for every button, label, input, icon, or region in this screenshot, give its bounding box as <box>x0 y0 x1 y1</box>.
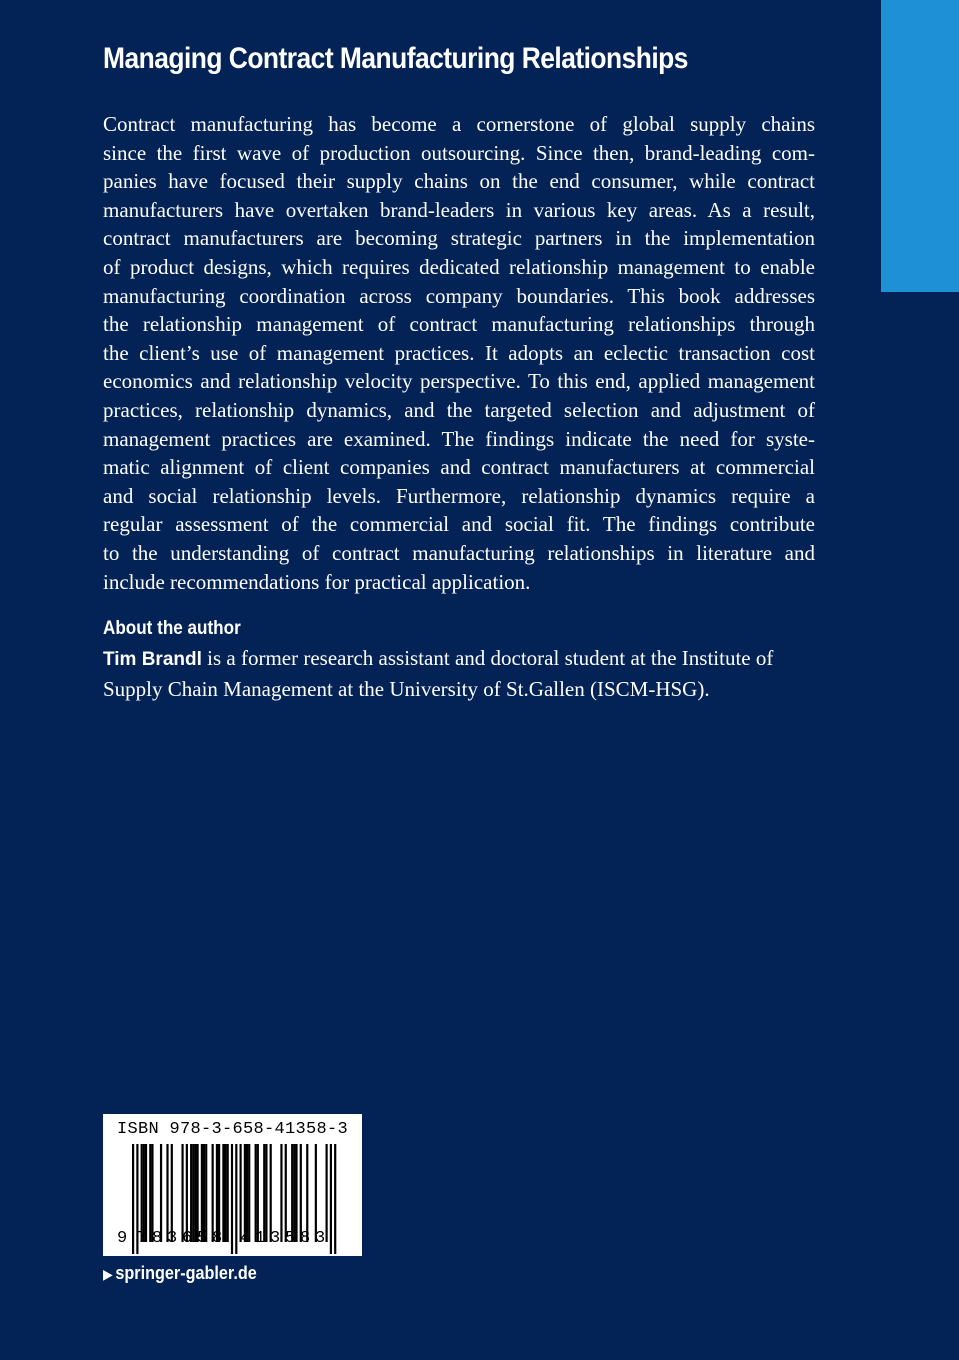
barcode-bar <box>186 1144 188 1242</box>
description-line: the client’s use of management practices. It adopts an eclectic transaction cost <box>103 340 815 365</box>
barcode-bar <box>222 1144 224 1242</box>
barcode-digit: 7 <box>137 1229 148 1248</box>
barcode-bar <box>248 1144 250 1242</box>
barcode-bar <box>265 1144 267 1242</box>
barcode-bar <box>216 1144 218 1242</box>
barcode-digit: 9 <box>117 1229 128 1248</box>
description-line: economics and relationship velocity perspective. To this end, applied management <box>103 369 815 394</box>
barcode-bar <box>201 1144 203 1242</box>
barcode-bar <box>141 1144 143 1242</box>
description-line: the relationship management of contract manufacturing relationships through <box>103 312 815 337</box>
barcode-digit: 3 <box>270 1229 281 1248</box>
description-line: manufacturers have overtaken brand-leaders in various key areas. As a result, <box>103 197 815 222</box>
barcode-bar <box>300 1144 302 1242</box>
barcode-bar <box>151 1144 153 1242</box>
about-author-heading: About the author <box>103 618 241 639</box>
barcode-bar <box>145 1144 147 1242</box>
bio-text: is a former research assistant and doctoral student at the Institute of <box>201 646 774 670</box>
description-line: of product designs, which requires dedicated relationship management to enable <box>103 254 815 279</box>
barcode-bar <box>194 1144 196 1242</box>
barcode-bar <box>295 1144 297 1242</box>
barcode-bar <box>181 1144 183 1242</box>
barcode-bar <box>255 1144 257 1242</box>
barcode-bar <box>285 1144 287 1242</box>
barcode-digit: 8 <box>212 1229 223 1248</box>
description-line: include recommendations for practical application. <box>103 569 531 594</box>
barcode-bar <box>240 1144 242 1242</box>
isbn-label: ISBN 978-3-658-41358-3 <box>117 1120 349 1139</box>
triangle-right-icon: ▶ <box>103 1266 113 1282</box>
barcode-bar <box>306 1144 308 1242</box>
barcode-bar <box>143 1144 145 1242</box>
book-description <box>103 110 815 596</box>
barcode-bar <box>224 1144 226 1242</box>
barcode-bar <box>212 1144 214 1242</box>
website-link[interactable]: springer-gabler.de <box>115 1263 257 1283</box>
description-line: contract manufacturers are becoming strategic partners in the implementation <box>103 226 815 251</box>
barcode-bar <box>293 1144 295 1242</box>
barcode-bar <box>246 1144 248 1242</box>
author-bio <box>103 644 819 703</box>
barcode-digit: 8 <box>152 1229 163 1248</box>
barcode-bar <box>190 1144 192 1242</box>
book-title: Managing Contract Manufacturing Relationships <box>103 42 688 75</box>
barcode-bar <box>227 1144 229 1242</box>
barcode-bar <box>192 1144 194 1242</box>
barcode-digit: 8 <box>300 1229 311 1248</box>
description-line: and social relationship levels. Furthermore, relationship dynamics require a <box>103 483 815 508</box>
barcode-digit: 5 <box>197 1229 208 1248</box>
barcode-digit: 5 <box>285 1229 296 1248</box>
barcode-bar <box>205 1144 207 1242</box>
barcode-bar <box>218 1144 220 1242</box>
description-line: Contract manufacturing has become a cornerstone of global supply chains <box>103 112 815 136</box>
description-line: matic alignment of client companies and contract manufacturers at commercial <box>103 455 815 480</box>
barcode-bar <box>197 1144 199 1242</box>
barcode-bar <box>315 1144 317 1242</box>
barcode-digit: 3 <box>315 1229 326 1248</box>
accent-color-bar <box>881 0 959 292</box>
publisher-website[interactable] <box>103 1263 257 1284</box>
barcode-digits <box>103 1229 362 1251</box>
barcode-bar <box>160 1144 162 1242</box>
barcode-bar <box>257 1144 259 1242</box>
barcode-digit: 3 <box>167 1229 178 1248</box>
description-line: to the understanding of contract manufacturing relationships in literature and <box>103 540 815 565</box>
author-name: Tim Brandl <box>103 649 202 670</box>
barcode-bar <box>326 1144 328 1242</box>
description-line: management practices are examined. The findings indicate the need for syste- <box>103 426 815 451</box>
description-line: since the first wave of production outsourcing. Since then, brand-leading com- <box>103 140 815 165</box>
description-line: panies have focused their supply chains on the end consumer, while contract <box>103 169 815 194</box>
description-line: manufacturing coordination across company boundaries. This book addresses <box>103 283 815 308</box>
barcode-digit: 1 <box>255 1229 266 1248</box>
description-line: regular assessment of the commercial and social fit. The findings contribute <box>103 512 815 537</box>
barcode-bar <box>270 1144 272 1242</box>
barcode-digit: 4 <box>240 1229 251 1248</box>
barcode-bar <box>149 1144 151 1242</box>
barcode-digit: 6 <box>182 1229 193 1248</box>
barcode-bar <box>166 1144 168 1242</box>
barcode-bar <box>244 1144 246 1242</box>
bio-line <box>103 644 819 675</box>
barcode-bar <box>203 1144 205 1242</box>
barcode-bar <box>263 1144 265 1242</box>
description-line: practices, relationship dynamics, and the targeted selection and adjustment of <box>103 397 815 422</box>
barcode-bar <box>171 1144 173 1242</box>
barcode-bar <box>280 1144 282 1242</box>
barcode-bar <box>291 1144 293 1242</box>
bio-line: Supply Chain Management at the University of St.Gallen (ISCM-HSG). <box>103 676 710 701</box>
